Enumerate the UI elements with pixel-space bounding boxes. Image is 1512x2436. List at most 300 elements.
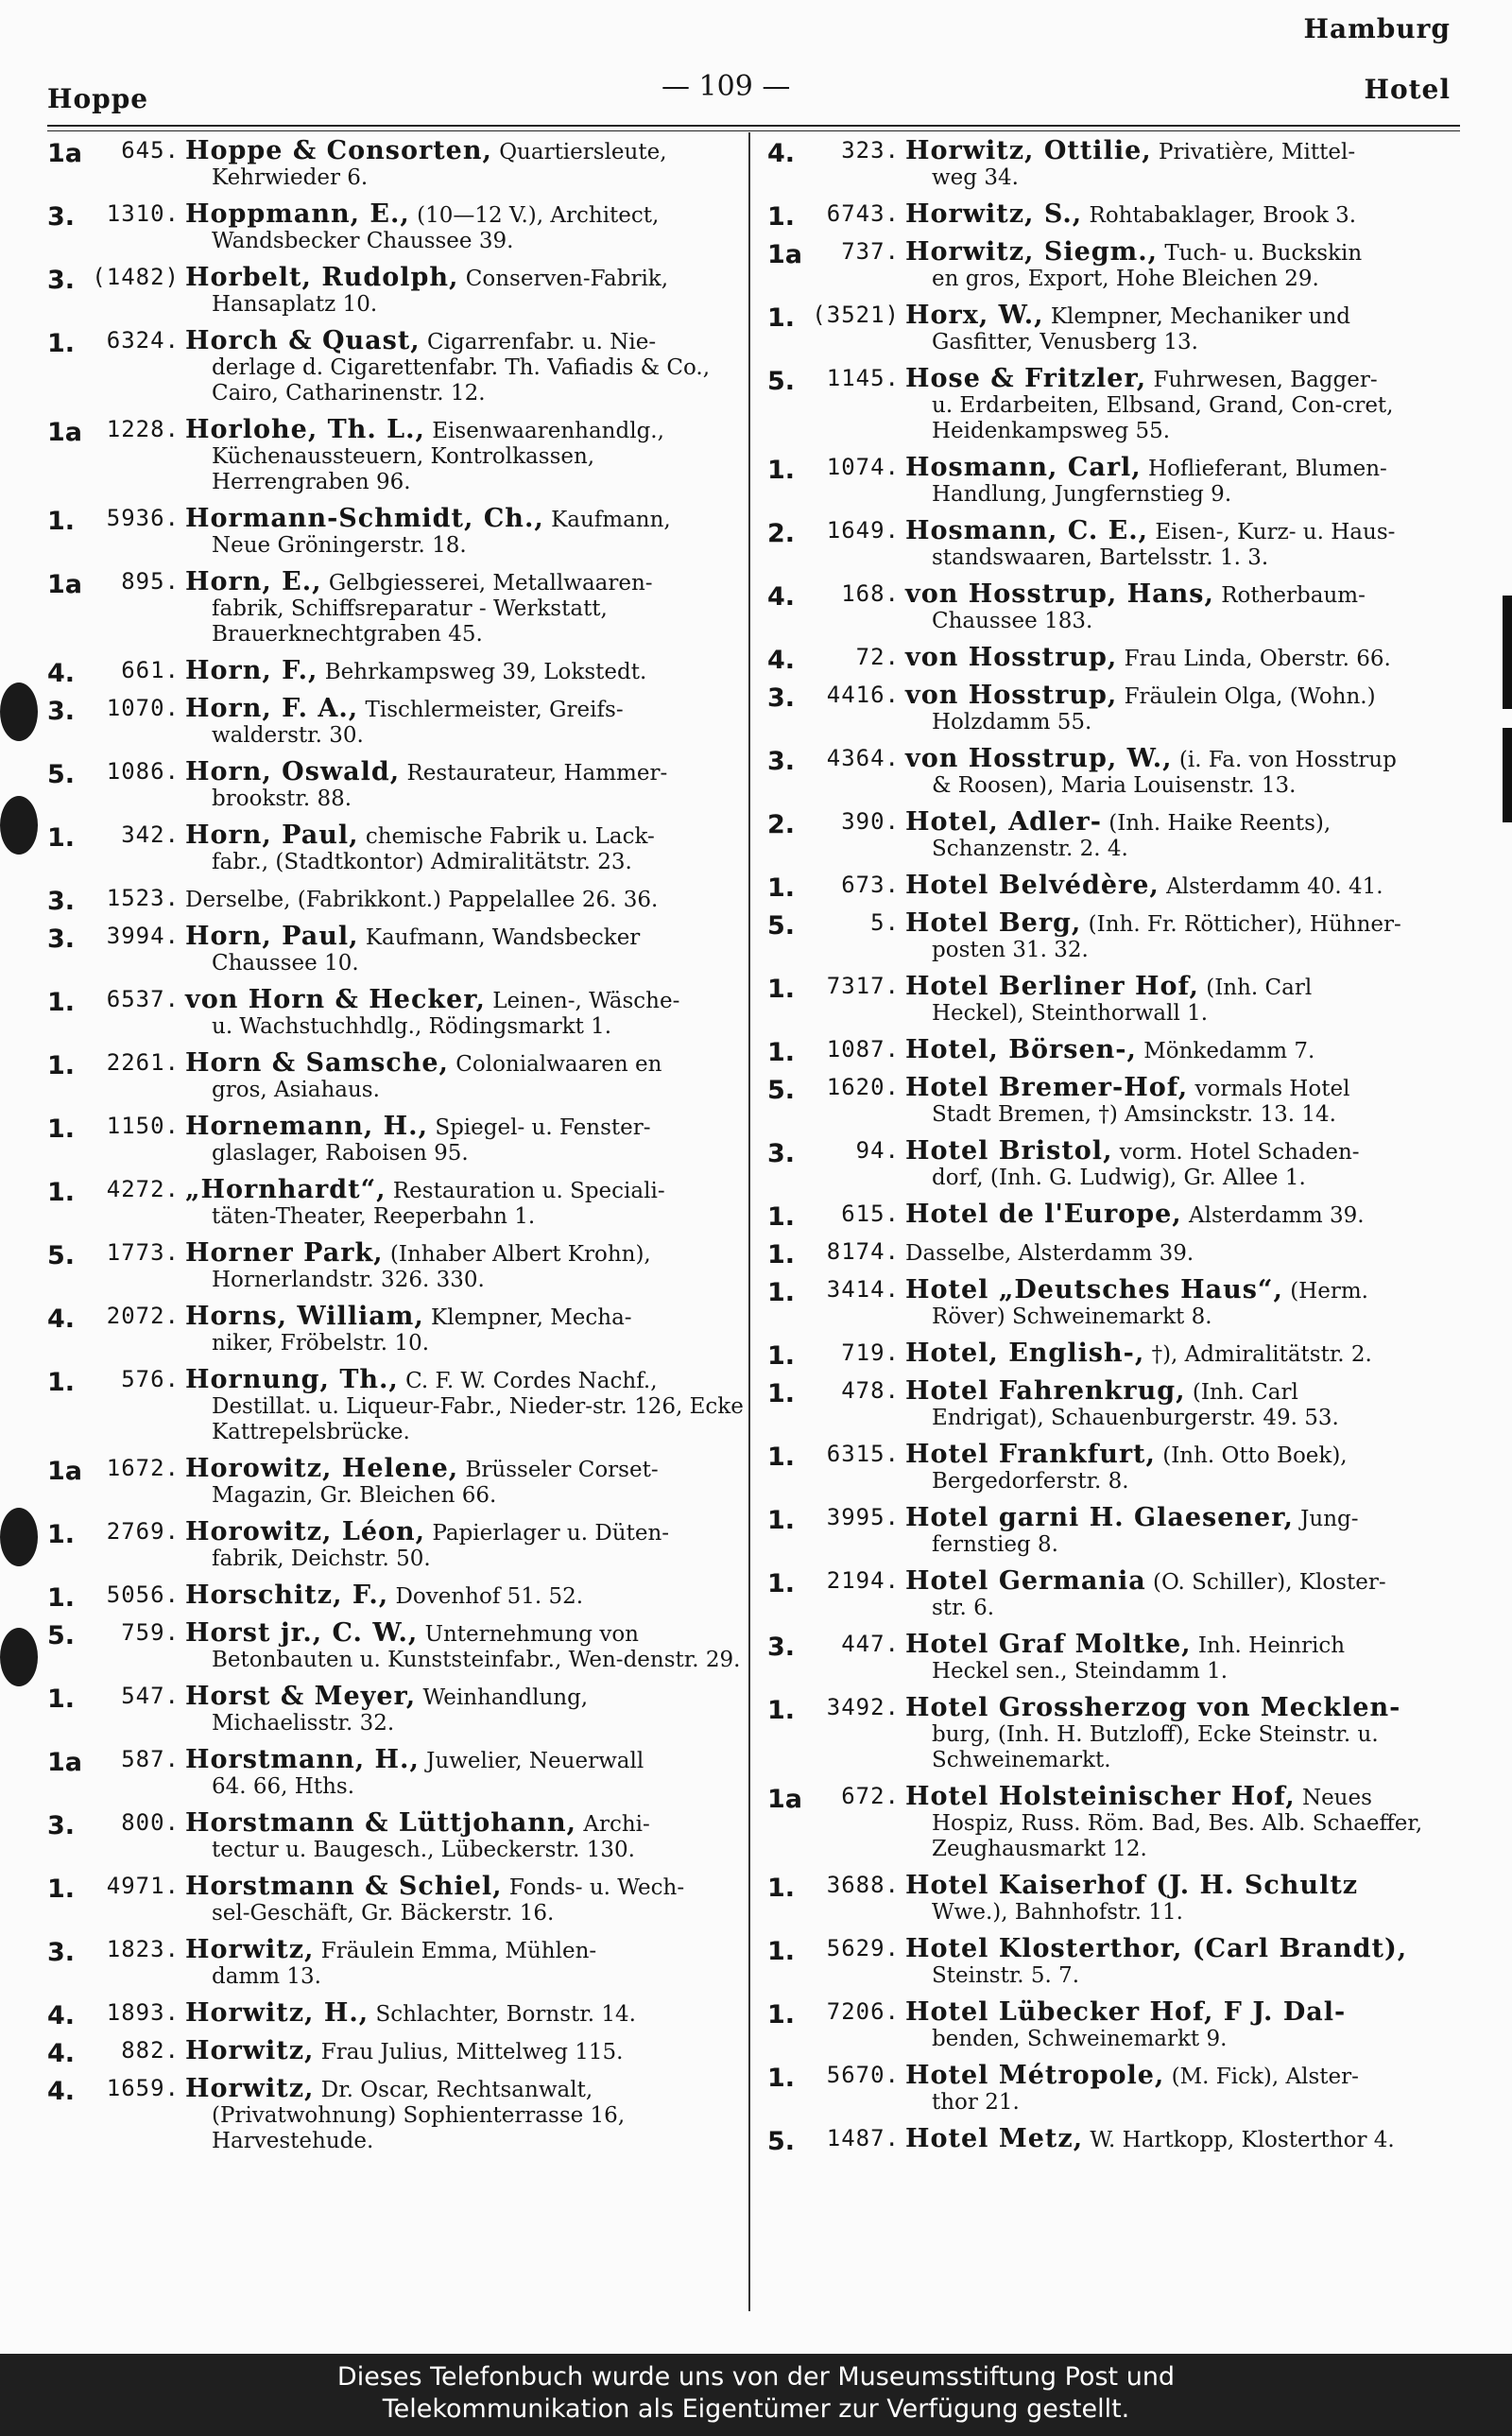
directory-entry bbox=[47, 1114, 747, 1166]
page-edge-tab bbox=[1503, 728, 1512, 822]
subscriber-class: 1a bbox=[767, 1785, 803, 1814]
entry-name: Horlohe, Th. L., bbox=[185, 415, 425, 444]
entry-name: Hotel Klosterthor, (Carl Brandt), bbox=[905, 1934, 1408, 1963]
subscriber-class: 2. bbox=[767, 810, 796, 839]
entry-continuation: Heckel), Steinthorwall 1. bbox=[932, 1001, 1209, 1026]
phone-number: 895. bbox=[121, 568, 180, 595]
subscriber-class: 3. bbox=[767, 747, 796, 776]
subscriber-class: 2. bbox=[767, 519, 796, 548]
directory-entry bbox=[767, 1075, 1467, 1128]
entry-continuation: Hospiz, Russ. Röm. Bad, Bes. Alb. Schaeffer, Zeughausmarkt 12. bbox=[932, 1811, 1423, 1861]
entry-name: von Hosstrup, bbox=[905, 681, 1118, 710]
entry-name: Horner Park, bbox=[185, 1238, 384, 1268]
phone-number: 1672. bbox=[106, 1455, 180, 1481]
subscriber-class: 1. bbox=[47, 1684, 76, 1714]
phone-number: 72. bbox=[855, 644, 900, 670]
entry-continuation: niker, Fröbelstr. 10. bbox=[212, 1331, 430, 1356]
entry-text: (M. Fick), Alster- bbox=[1171, 2065, 1359, 2089]
entry-continuation: derlage d. Cigarettenfabr. Th. Vafiadis & Co., Cairo, Catharinenstr. 12. bbox=[212, 355, 711, 406]
directory-entry bbox=[47, 1684, 747, 1736]
subscriber-class: 5. bbox=[767, 911, 796, 941]
entry-continuation: Destillat. u. Liqueur-Fabr., Nieder-str. 126, Ecke Kattrepelsbrücke. bbox=[212, 1394, 744, 1444]
entry-text: Gelbgiesserei, Metallwaaren- bbox=[328, 571, 653, 596]
phone-number: 6537. bbox=[106, 986, 180, 1012]
subscriber-class: 3. bbox=[47, 266, 76, 295]
phone-number: 478. bbox=[841, 1377, 900, 1404]
entry-text: Neues bbox=[1301, 1786, 1372, 1810]
subscriber-class: 1. bbox=[767, 1937, 796, 1966]
directory-entry bbox=[767, 809, 1467, 862]
phone-number: 6315. bbox=[826, 1441, 900, 1467]
entry-continuation: sel-Geschäft, Gr. Bäckerstr. 16. bbox=[212, 1901, 555, 1926]
entry-text: (Inh. Otto Boek), bbox=[1162, 1443, 1348, 1468]
entry-text: Restaurateur, Hammer- bbox=[406, 761, 668, 786]
directory-entry bbox=[767, 1784, 1467, 1862]
phone-number: 342. bbox=[121, 821, 180, 848]
subscriber-class: 4. bbox=[767, 582, 796, 612]
entry-continuation: Stadt Bremen, †) Amsinckstr. 13. 14. bbox=[932, 1102, 1336, 1127]
entry-name: Horst jr., C. W., bbox=[185, 1618, 419, 1648]
footer-notice bbox=[0, 2354, 1512, 2436]
directory-entry bbox=[767, 871, 1467, 903]
phone-number: 5056. bbox=[106, 1581, 180, 1608]
phone-number: 737. bbox=[841, 238, 900, 265]
entry-name: Horbelt, Rudolph, bbox=[185, 263, 459, 292]
subscriber-class: 1. bbox=[767, 1569, 796, 1598]
entry-continuation: Chaussee 183. bbox=[932, 609, 1093, 633]
entry-text: Frau Linda, Oberstr. 66. bbox=[1124, 647, 1391, 671]
phone-number: 719. bbox=[841, 1339, 900, 1366]
subscriber-class: 1. bbox=[767, 1443, 796, 1472]
directory-entry bbox=[767, 746, 1467, 799]
directory-entry bbox=[767, 199, 1467, 232]
entry-text: Kaufmann, bbox=[551, 508, 671, 532]
directory-entry bbox=[767, 1442, 1467, 1494]
entry-text: (Inh. Carl bbox=[1206, 976, 1313, 1000]
subscriber-class: 1a bbox=[47, 570, 83, 599]
directory-entry bbox=[767, 2063, 1467, 2116]
phone-number: (1482) bbox=[92, 264, 180, 290]
entry-text: (i. Fa. von Hosstrup bbox=[1178, 748, 1397, 772]
directory-entry bbox=[767, 239, 1467, 292]
subscriber-class: 1. bbox=[767, 873, 796, 903]
phone-number: 1620. bbox=[826, 1074, 900, 1100]
entry-text: Brüsseler Corset- bbox=[465, 1458, 659, 1482]
entry-continuation: benden, Schweinemarkt 9. bbox=[932, 2027, 1228, 2051]
subscriber-class: 5. bbox=[47, 1621, 76, 1650]
subscriber-class: 3. bbox=[47, 1811, 76, 1840]
phone-number: 673. bbox=[841, 872, 900, 898]
entry-name: Hose & Fritzler, bbox=[905, 364, 1147, 393]
directory-entry bbox=[767, 682, 1467, 735]
entry-name: Horstmann & Schiel, bbox=[185, 1872, 503, 1901]
phone-number: 168. bbox=[841, 580, 900, 607]
phone-number: 4416. bbox=[826, 682, 900, 708]
entry-continuation: Chaussee 10. bbox=[212, 951, 359, 976]
entry-text: vorm. Hotel Schaden- bbox=[1119, 1140, 1360, 1165]
subscriber-class: 5. bbox=[767, 2127, 796, 2156]
entry-continuation: (Privatwohnung) Sophienterrasse 16, Harvestehude. bbox=[212, 2103, 626, 2153]
phone-number: 94. bbox=[855, 1137, 900, 1164]
subscriber-class: 1. bbox=[767, 456, 796, 485]
entry-continuation: brookstr. 88. bbox=[212, 786, 352, 811]
subscriber-class: 1. bbox=[47, 1114, 76, 1144]
entry-continuation: tectur u. Baugesch., Lübeckerstr. 130. bbox=[212, 1838, 635, 1862]
phone-number: 3995. bbox=[826, 1504, 900, 1530]
directory-entry bbox=[767, 1200, 1467, 1232]
directory-entry bbox=[47, 1367, 747, 1445]
entry-continuation: standswaaren, Bartelsstr. 1. 3. bbox=[932, 545, 1269, 570]
directory-entry bbox=[47, 1304, 747, 1356]
directory-entry bbox=[47, 265, 747, 318]
phone-number: 759. bbox=[121, 1619, 180, 1646]
phone-number: 1074. bbox=[826, 454, 900, 480]
entry-name: Hotel Graf Moltke, bbox=[905, 1630, 1192, 1659]
footer-line-2: Telekommunikation als Eigentümer zur Verfügung gestellt. bbox=[382, 2394, 1130, 2424]
entry-name: Horwitz, bbox=[185, 2036, 315, 2065]
entry-text: Rohtabaklager, Brook 3. bbox=[1089, 203, 1357, 228]
directory-entry bbox=[47, 885, 747, 916]
phone-number: 1150. bbox=[106, 1113, 180, 1139]
entry-continuation: Röver) Schweinemarkt 8. bbox=[932, 1304, 1212, 1329]
subscriber-class: 4. bbox=[47, 2039, 76, 2068]
entry-name: Hotel Bristol, bbox=[905, 1136, 1113, 1166]
directory-entry bbox=[767, 1632, 1467, 1684]
subscriber-class: 1a bbox=[47, 418, 83, 447]
directory-entry bbox=[767, 643, 1467, 675]
directory-entry bbox=[47, 1050, 747, 1103]
entry-name: Hotel Lübecker Hof, F J. Dal- bbox=[905, 1997, 1347, 2027]
entry-text: Behrkampsweg 39, Lokstedt. bbox=[324, 660, 647, 684]
directory-entry bbox=[47, 924, 747, 976]
directory-entry bbox=[47, 1810, 747, 1863]
phone-number: 1649. bbox=[826, 517, 900, 544]
entry-name: Horwitz, bbox=[185, 1935, 315, 1964]
subscriber-class: 5. bbox=[767, 1076, 796, 1105]
subscriber-class: 3. bbox=[767, 1139, 796, 1168]
subscriber-class: 5. bbox=[47, 760, 76, 789]
entry-text: Cigarrenfabr. u. Nie- bbox=[427, 330, 657, 354]
entry-continuation: Handlung, Jungfernstieg 9. bbox=[932, 482, 1232, 507]
phone-number: 3414. bbox=[826, 1276, 900, 1303]
entry-name: Horowitz, Léon, bbox=[185, 1517, 426, 1546]
entry-continuation: posten 31. 32. bbox=[932, 938, 1089, 962]
phone-number: 5629. bbox=[826, 1935, 900, 1961]
entry-text: Privatière, Mittel- bbox=[1158, 140, 1356, 164]
directory-entry bbox=[47, 1874, 747, 1926]
entry-continuation: Gasfitter, Venusberg 13. bbox=[932, 330, 1198, 354]
entry-text: Eisen-, Kurz- u. Haus- bbox=[1155, 520, 1396, 544]
directory-entry bbox=[47, 822, 747, 875]
directory-entry bbox=[47, 759, 747, 812]
phone-number: 1773. bbox=[106, 1239, 180, 1266]
entry-continuation: weg 34. bbox=[932, 165, 1019, 190]
directory-entry bbox=[767, 1936, 1467, 1989]
subscriber-class: 1a bbox=[47, 139, 83, 168]
entry-name: Horn, Paul, bbox=[185, 821, 359, 850]
entry-name: Horwitz, H., bbox=[185, 1998, 369, 2028]
entry-text: Fonds- u. Wech- bbox=[508, 1875, 685, 1900]
subscriber-class: 1. bbox=[767, 1696, 796, 1725]
entry-continuation: Schanzenstr. 2. 4. bbox=[932, 837, 1128, 861]
header-rule bbox=[47, 125, 1460, 131]
directory-entry bbox=[47, 2036, 747, 2068]
entry-text: Leinen-, Wäsche- bbox=[492, 989, 680, 1013]
directory-entry bbox=[767, 1339, 1467, 1371]
directory-entry bbox=[47, 201, 747, 254]
column-divider bbox=[748, 132, 750, 2311]
entry-name: Horowitz, Helene, bbox=[185, 1454, 459, 1483]
entry-continuation: glaslager, Raboisen 95. bbox=[212, 1141, 469, 1166]
entry-name: Horn, E., bbox=[185, 567, 322, 596]
entry-name: Hotel Frankfurt, bbox=[905, 1440, 1156, 1469]
directory-entry bbox=[47, 1747, 747, 1800]
directory-entry bbox=[47, 987, 747, 1040]
phone-number: 8174. bbox=[826, 1238, 900, 1265]
entry-name: Hotel de l'Europe, bbox=[905, 1200, 1182, 1229]
phone-number: 4971. bbox=[106, 1873, 180, 1899]
subscriber-class: 3. bbox=[767, 1633, 796, 1662]
entry-continuation: & Roosen), Maria Louisenstr. 13. bbox=[932, 773, 1297, 798]
entry-continuation: Kehrwieder 6. bbox=[212, 165, 369, 190]
entry-text: Mönkedamm 7. bbox=[1143, 1039, 1315, 1063]
entry-text: Quartiersleute, bbox=[499, 140, 667, 164]
entry-text: Unternehmung von bbox=[424, 1622, 639, 1647]
entry-text: Eisenwaarenhandlg., bbox=[432, 419, 664, 443]
phone-number: 7317. bbox=[826, 973, 900, 999]
entry-name: Hotel Belvédère, bbox=[905, 871, 1160, 900]
directory-entry bbox=[767, 974, 1467, 1027]
subscriber-class: 1. bbox=[47, 507, 76, 536]
phone-number: 645. bbox=[121, 137, 180, 164]
entry-name: Hotel Métropole, bbox=[905, 2061, 1165, 2090]
entry-name: Horch & Quast, bbox=[185, 326, 421, 355]
subscriber-class: 3. bbox=[47, 202, 76, 232]
phone-number: 672. bbox=[841, 1783, 900, 1809]
entry-name: Horn, F., bbox=[185, 656, 318, 685]
entry-continuation: 64. 66, Hths. bbox=[212, 1774, 355, 1799]
entry-text: (Herm. bbox=[1290, 1279, 1368, 1304]
subscriber-class: 1. bbox=[47, 1583, 76, 1613]
entry-name: Hotel Germania bbox=[905, 1566, 1146, 1596]
directory-entry bbox=[47, 2076, 747, 2154]
directory-entry bbox=[767, 1695, 1467, 1773]
directory-entry bbox=[47, 696, 747, 749]
subscriber-class: 1. bbox=[47, 1178, 76, 1207]
entry-text: (Inh. Fr. Rötticher), Hühner- bbox=[1088, 912, 1401, 937]
entry-text: Klempner, Mecha- bbox=[431, 1305, 632, 1330]
entry-text: Juwelier, Neuerwall bbox=[426, 1749, 644, 1773]
directory-entry bbox=[47, 1937, 747, 1990]
subscriber-class: 5. bbox=[47, 1241, 76, 1270]
entry-name: Horstmann, H., bbox=[185, 1745, 420, 1774]
entry-text: chemische Fabrik u. Lack- bbox=[365, 824, 655, 849]
phone-number: 2769. bbox=[106, 1518, 180, 1545]
entry-name: Hormann-Schmidt, Ch., bbox=[185, 504, 544, 533]
entry-text: Alsterdamm 40. 41. bbox=[1166, 874, 1383, 899]
entry-continuation: str. 6. bbox=[932, 1596, 995, 1620]
subscriber-class: 4. bbox=[47, 2001, 76, 2030]
entry-text: Jung- bbox=[1300, 1507, 1359, 1531]
subscriber-class: 3. bbox=[47, 1938, 76, 1967]
directory-entry bbox=[47, 2000, 747, 2028]
entry-name: Hotel Berg, bbox=[905, 908, 1082, 938]
left-column bbox=[47, 138, 747, 2165]
entry-name: Hornung, Th., bbox=[185, 1365, 399, 1394]
subscriber-class: 1. bbox=[47, 823, 76, 853]
entry-name: Hornemann, H., bbox=[185, 1112, 428, 1141]
directory-entry bbox=[767, 1138, 1467, 1191]
phone-number: 5. bbox=[870, 909, 900, 936]
directory-entry bbox=[47, 569, 747, 648]
phone-number: 2194. bbox=[826, 1567, 900, 1594]
entry-continuation: fabrik, Schiffsreparatur - Werkstatt, Brauerknechtgraben 45. bbox=[212, 596, 608, 647]
entry-name: Horwitz, S., bbox=[905, 199, 1083, 229]
entry-continuation: Endrigat), Schauenburgerstr. 49. 53. bbox=[932, 1406, 1339, 1430]
directory-entry bbox=[767, 518, 1467, 571]
subscriber-class: 1a bbox=[767, 240, 803, 269]
entry-continuation: Bergedorferstr. 8. bbox=[932, 1469, 1129, 1494]
entry-text: C. F. W. Cordes Nachf., bbox=[405, 1369, 658, 1393]
header-region: Hamburg bbox=[1303, 13, 1451, 44]
entry-name: Horstmann & Lüttjohann, bbox=[185, 1808, 577, 1838]
entry-continuation: Neue Gröningerstr. 18. bbox=[212, 533, 467, 558]
subscriber-class: 1. bbox=[767, 2064, 796, 2093]
entry-continuation: u. Wachstuchhdlg., Rödingsmarkt 1. bbox=[212, 1014, 612, 1039]
entry-continuation: fernstieg 8. bbox=[932, 1532, 1058, 1557]
entry-name: Hosmann, Carl, bbox=[905, 453, 1142, 482]
directory-entry bbox=[767, 366, 1467, 444]
entry-name: Hotel Berliner Hof, bbox=[905, 972, 1199, 1001]
directory-entry bbox=[767, 455, 1467, 508]
entry-name: Horn, F. A., bbox=[185, 694, 359, 723]
entry-name: Horns, William, bbox=[185, 1302, 424, 1331]
entry-name: Horst & Meyer, bbox=[185, 1682, 417, 1711]
phone-number: 576. bbox=[121, 1366, 180, 1392]
phone-number: 323. bbox=[841, 137, 900, 164]
entry-continuation: dorf, (Inh. G. Ludwig), Gr. Allee 1. bbox=[932, 1166, 1306, 1190]
phone-number: 3492. bbox=[826, 1694, 900, 1720]
directory-entry bbox=[47, 656, 747, 688]
entry-continuation: en gros, Export, Hohe Bleichen 29. bbox=[932, 267, 1319, 291]
entry-name: Horn, Paul, bbox=[185, 922, 359, 951]
entry-name: Hotel Fahrenkrug, bbox=[905, 1376, 1186, 1406]
entry-text: Tischlermeister, Greifs- bbox=[365, 698, 624, 722]
directory-entry bbox=[47, 138, 747, 191]
entry-text: Fräulein Olga, (Wohn.) bbox=[1124, 684, 1376, 709]
directory-entry bbox=[47, 506, 747, 559]
directory-entry bbox=[767, 1999, 1467, 2052]
entry-text: vormals Hotel bbox=[1194, 1077, 1350, 1101]
subscriber-class: 4. bbox=[47, 1304, 76, 1334]
entry-name: Hotel, English-, bbox=[905, 1339, 1145, 1368]
entry-name: von Hosstrup, Hans, bbox=[905, 579, 1214, 609]
phone-number: 1523. bbox=[106, 885, 180, 911]
phone-number: 2261. bbox=[106, 1049, 180, 1076]
subscriber-class: 1. bbox=[767, 1506, 796, 1535]
directory-entry bbox=[767, 1873, 1467, 1926]
entry-continuation: Michaelisstr. 32. bbox=[212, 1711, 395, 1736]
entry-name: „Hornhardt“, bbox=[185, 1175, 387, 1204]
entry-continuation: damm 13. bbox=[212, 1964, 321, 1989]
subscriber-class: 3. bbox=[47, 887, 76, 916]
phone-number: 1487. bbox=[826, 2125, 900, 2151]
phone-number: 390. bbox=[841, 808, 900, 835]
phone-number: 800. bbox=[121, 1809, 180, 1836]
entry-text: Hoflieferant, Blumen- bbox=[1148, 457, 1387, 481]
directory-entry bbox=[47, 1456, 747, 1509]
phone-number: 1228. bbox=[106, 416, 180, 442]
entry-text: Fuhrwesen, Bagger- bbox=[1153, 368, 1378, 392]
subscriber-class: 3. bbox=[767, 683, 796, 713]
directory-entry bbox=[47, 328, 747, 406]
directory-entry bbox=[47, 1177, 747, 1230]
entry-text: Alsterdamm 39. bbox=[1189, 1203, 1365, 1228]
entry-continuation: Hornerlandstr. 326. 330. bbox=[212, 1268, 485, 1292]
directory-entry bbox=[767, 302, 1467, 355]
entry-name: Horwitz, bbox=[185, 2074, 315, 2103]
entry-text: Weinhandlung, bbox=[422, 1685, 589, 1710]
entry-name: Horx, W., bbox=[905, 301, 1044, 330]
subscriber-class: 1. bbox=[767, 1202, 796, 1232]
phone-number: 1823. bbox=[106, 1936, 180, 1962]
entry-text: Derselbe, (Fabrikkont.) Pappelallee 26. 36. bbox=[185, 888, 659, 912]
phone-number: 1086. bbox=[106, 758, 180, 785]
entry-name: Hotel „Deutsches Haus“, bbox=[905, 1275, 1283, 1304]
phone-number: 3994. bbox=[106, 923, 180, 949]
phone-number: 882. bbox=[121, 2037, 180, 2064]
entry-name: Hoppmann, E., bbox=[185, 199, 410, 229]
phone-number: 1659. bbox=[106, 2075, 180, 2101]
entry-text: Archi- bbox=[583, 1812, 650, 1837]
phone-number: 447. bbox=[841, 1631, 900, 1657]
subscriber-class: 1. bbox=[767, 1379, 796, 1408]
directory-entry bbox=[767, 138, 1467, 191]
entry-continuation: Heckel sen., Steindamm 1. bbox=[932, 1659, 1228, 1684]
phone-number: 2072. bbox=[106, 1303, 180, 1329]
subscriber-class: 1. bbox=[47, 1368, 76, 1397]
binding-hole bbox=[0, 682, 38, 741]
directory-entry bbox=[47, 1581, 747, 1613]
entry-text: Schlachter, Bornstr. 14. bbox=[375, 2002, 636, 2027]
entry-name: Hotel Metz, bbox=[905, 2124, 1084, 2153]
footer-line-1: Dieses Telefonbuch wurde uns von der Museumsstiftung Post und bbox=[336, 2362, 1176, 2392]
subscriber-class: 1. bbox=[767, 1038, 796, 1067]
phone-number: 1087. bbox=[826, 1036, 900, 1063]
entry-continuation: gros, Asiahaus. bbox=[212, 1078, 380, 1102]
directory-entry bbox=[767, 1277, 1467, 1330]
entry-text: (10—12 V.), Architect, bbox=[417, 203, 660, 228]
subscriber-class: 4. bbox=[767, 646, 796, 675]
directory-entry bbox=[767, 1035, 1467, 1067]
directory-entry bbox=[47, 1240, 747, 1293]
entry-continuation: Magazin, Gr. Bleichen 66. bbox=[212, 1483, 497, 1508]
subscriber-class: 1. bbox=[47, 988, 76, 1017]
entry-continuation: burg, (Inh. H. Butzloff), Ecke Steinstr. u. Schweinemarkt. bbox=[932, 1722, 1379, 1772]
subscriber-class: 4. bbox=[47, 2077, 76, 2106]
directory-entry bbox=[47, 1620, 747, 1673]
entry-continuation: thor 21. bbox=[932, 2090, 1020, 2115]
directory-entry bbox=[767, 1238, 1467, 1270]
entry-continuation: täten-Theater, Reeperbahn 1. bbox=[212, 1204, 536, 1229]
phone-number: 1070. bbox=[106, 695, 180, 721]
subscriber-class: 1. bbox=[767, 303, 796, 333]
subscriber-class: 1. bbox=[767, 1874, 796, 1903]
phone-number: 615. bbox=[841, 1201, 900, 1227]
phone-number: 547. bbox=[121, 1683, 180, 1709]
entry-name: Horwitz, Ottilie, bbox=[905, 136, 1152, 165]
subscriber-class: 1. bbox=[767, 1341, 796, 1371]
